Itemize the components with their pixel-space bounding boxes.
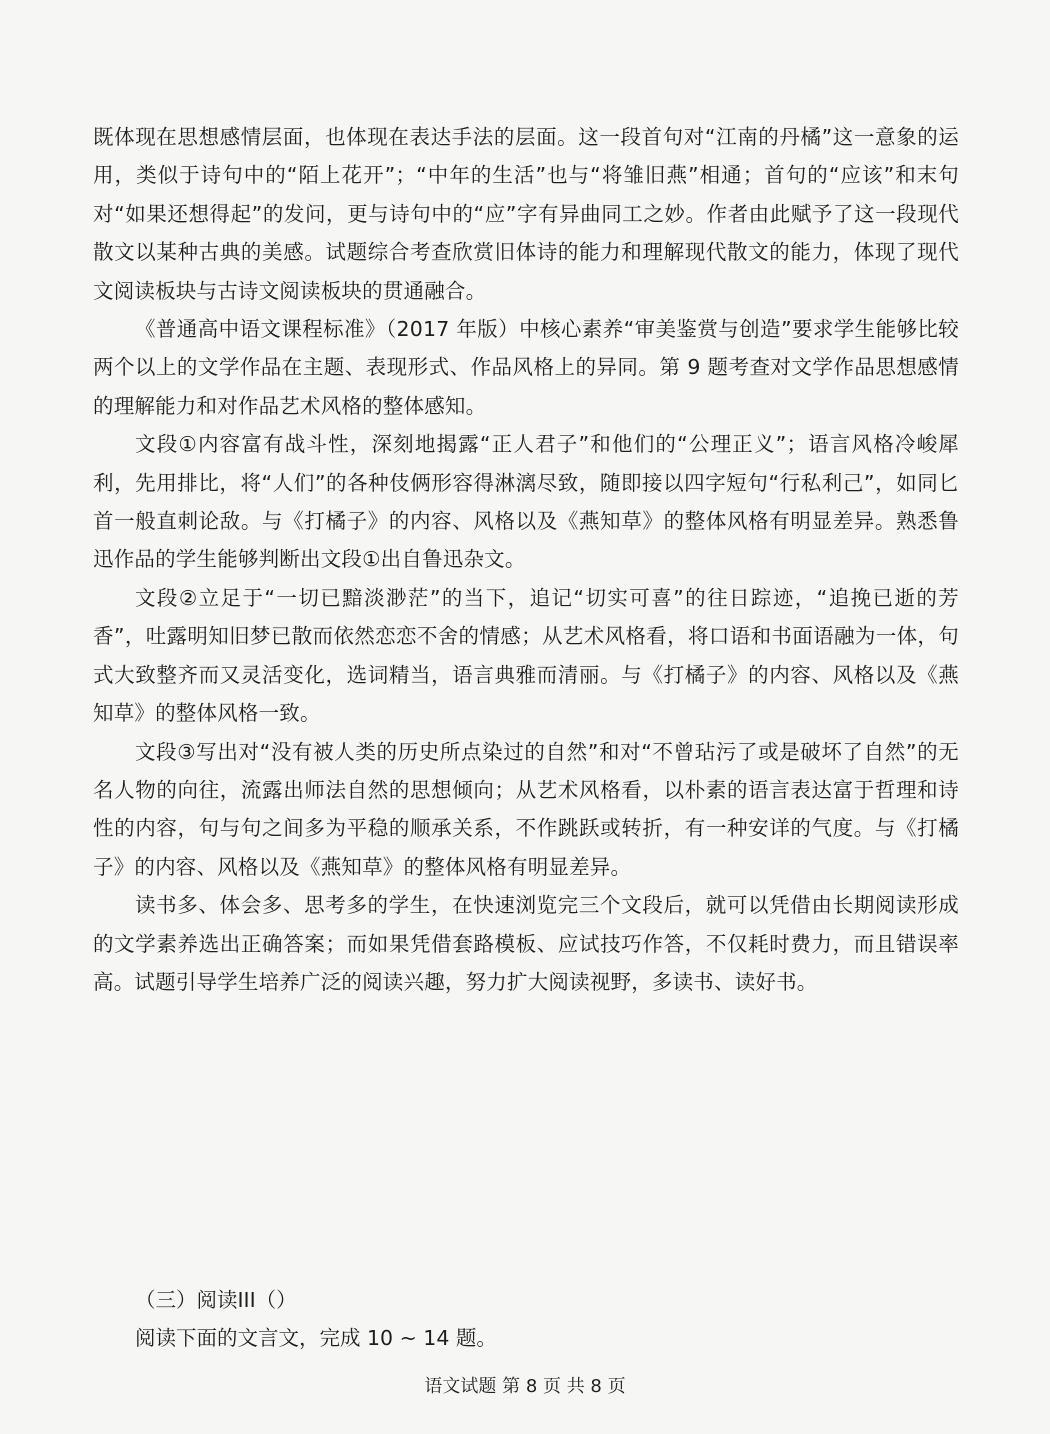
paragraph-6: 读书多、体会多、思考多的学生，在快速浏览完三个文段后，就可以凭借由长期阅读形成的文学素养选出正确答案；而如果凭借套路模板、应试技巧作答，不仅耗时费力，而且错误率高。试题引导学生培养广泛的阅读兴趣，努力扩大阅读视野，多读书、读好书。 [93,893,959,994]
section-instruction: 阅读下面的文言文，完成 10 ~ 14 题。 [135,1326,497,1351]
paragraph-2: 《普通高中语文课程标准》（2017 年版）中核心素养“审美鉴赏与创造”要求学生能够比较两个以上的文学作品在主题、表现形式、作品风格上的异同。第 9 题考查对文学作品思想感情的理解能力和对作品艺术风格的整体感知。 [93,317,959,418]
paragraph-3: 文段①内容富有战斗性，深刻地揭露“正人君子”和他们的“公理正义”；语言风格冷峻犀利，先用排比，将“人们”的各种伎俩形容得淋漓尽致，随即接以四字短句“行私利己”，如同匕首一般直刺论敌。与《打橘子》的内容、风格以及《燕知草》的整体风格有明显差异。熟悉鲁迅作品的学生能够判断出文段①出自鲁迅杂文。 [93,432,959,572]
paragraph-5: 文段③写出对“没有被人类的历史所点染过的自然”和对“不曾玷污了或是破坏了自然”的无名人物的向往，流露出师法自然的思想倾向；从艺术风格看，以朴素的语言表达富于哲理和诗性的内容，句与句之间多为平稳的顺承关系，不作跳跃或转折，有一种安详的气度。与《打橘子》的内容、风格以及《燕知草》的整体风格有明显差异。 [93,739,959,879]
page-footer: 语文试题 第 8 页 共 8 页 [424,1376,626,1397]
paragraph-4: 文段②立足于“一切已黯淡渺茫”的当下，追记“切实可喜”的往日踪迹，“追挽已逝的芳香”，吐露明知旧梦已散而依然恋恋不舍的情感；从艺术风格看，将口语和书面语融为一体，句式大致整齐而又灵活变化，选词精当，语言典雅而清丽。与《打橘子》的内容、风格以及《燕知草》的整体风格一致。 [93,585,959,726]
section-heading: （三）阅读III（） [135,1288,297,1312]
paragraph-1: 既体现在思想感情层面，也体现在表达手法的层面。这一段首句对“江南的丹橘”这一意象的运用，类似于诗句中的“陌上花开”；“中年的生活”也与“将雏旧燕”相通；首句的“应该”和末句对“如果还想得起”的发问，更与诗句中的“应”字有异曲同工之妙。作者由此赋予了这一段现代散文以某种古典的美感。试题综合考查欣赏旧体诗的能力和理解现代散文的能力，体现了现代文阅读板块与古诗文阅读板块的贯通融合。 [93,125,959,303]
section-three-block [135,1281,955,1358]
answer-explanation-body [93,118,959,1001]
